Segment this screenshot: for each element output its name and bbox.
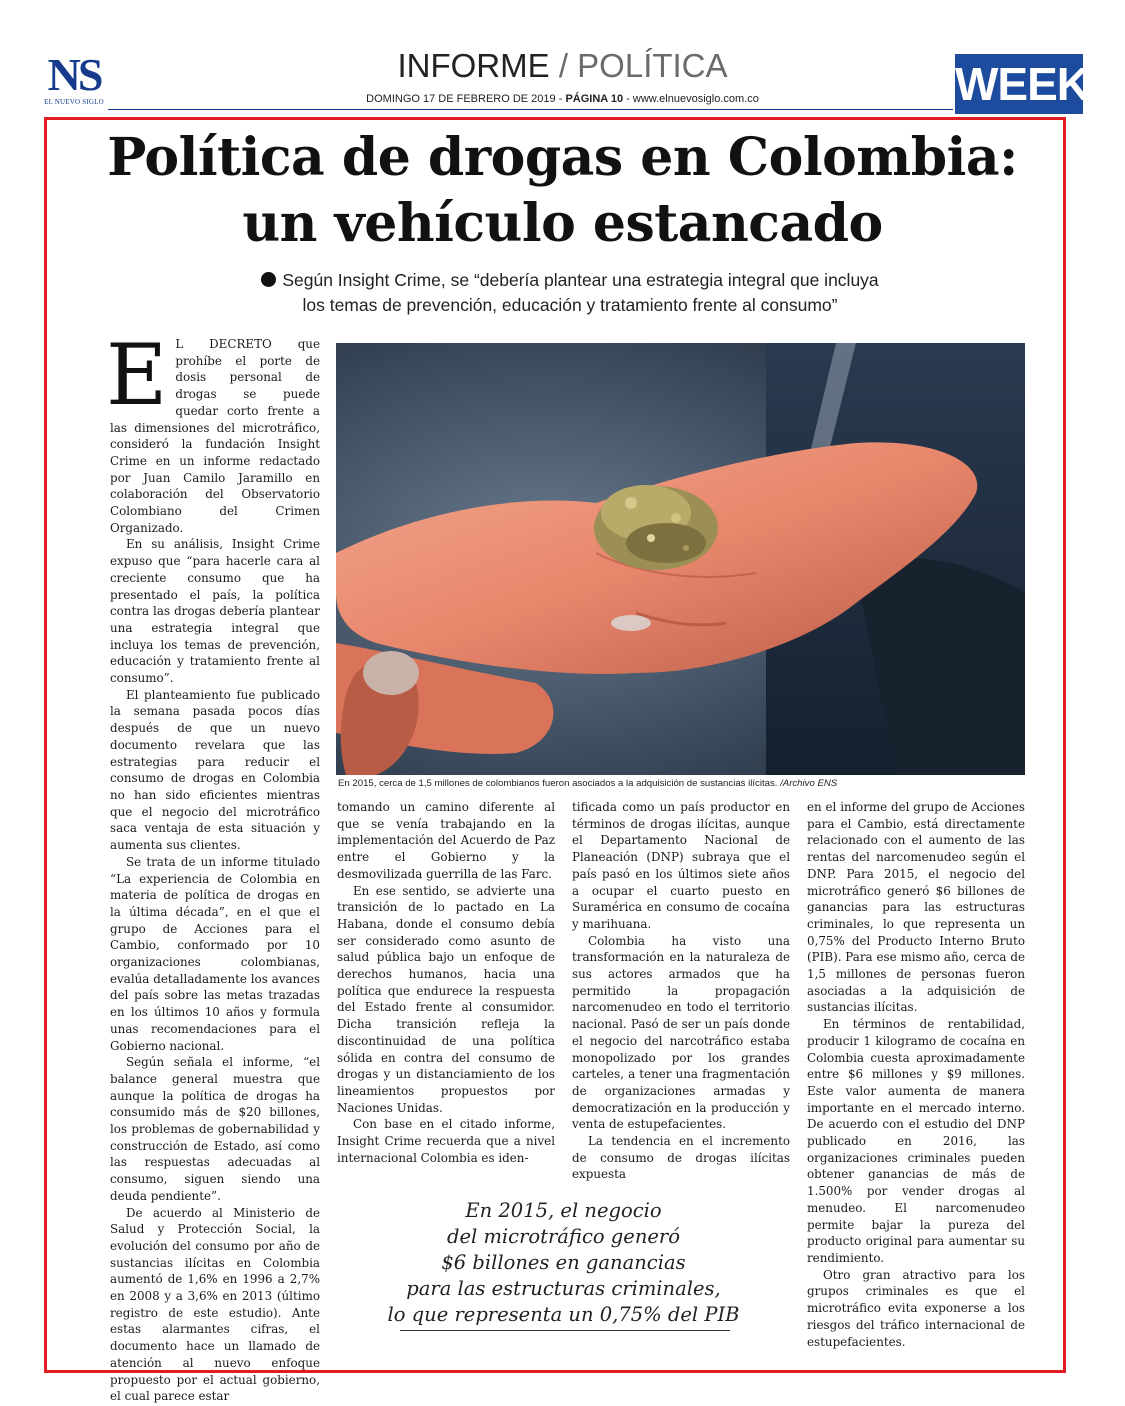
paragraph: Según señala el informe, “el balance general muestra que aunque la política de drogas ha consumido más de $20 billones, los problemas de gobernabilidad y construcción de Estado, así como las respuestas adecuadas al consumo, siguen siendo una deuda pendiente”. [110, 1055, 320, 1203]
section-name: INFORME [397, 47, 550, 84]
logo-mark: NS [47, 49, 101, 100]
paragraph: en el informe del grupo de Acciones para el Cambio, está directamente relacionado con el aumento de las rentas del narcomenudeo según el DNP. Para 2015, el negocio del microtráfico generó $6 billones de ganancias para las estructuras criminales, lo que representa un 0,75% del Producto Interno Bruto (PIB). Para ese mismo año, cerca de 1,5 millones de personas fueron asociadas a la adquisición de sustancias ilícitas. [807, 800, 1025, 1015]
subsection-name: POLÍTICA [577, 47, 728, 84]
photo-caption [338, 778, 1028, 790]
subheadline [220, 268, 920, 318]
pull-quote-line: para las estructuras criminales, [406, 1277, 721, 1300]
article-column-2 [337, 799, 555, 1175]
issue-date: DOMINGO 17 DE FEBRERO DE 2019 - [366, 93, 563, 105]
pull-quote-rule [400, 1330, 730, 1331]
subhead-line-1: Según Insight Crime, se “debería plantear una estrategia integral que incluya [282, 270, 879, 290]
pull-quote-line: $6 billones en ganancias [441, 1251, 686, 1274]
paragraph: La tendencia en el incremento de consumo de drogas ilícitas expuesta [572, 1134, 790, 1182]
page-number: PÁGINA 10 [565, 93, 624, 105]
paragraph: En ese sentido, se advierte una transición de lo pactado en La Habana, donde el consumo debía ser considerado como asunto de salud pública bajo un enfoque de derechos humanos, hacia una política que endurece la respuesta del Estado frente al consumidor. Dicha transición refleja la discontinuidad de una política sólida en contra del consumo de drogas y un distanciamiento de los lineamientos propuestos por Naciones Unidas. [337, 883, 555, 1115]
paragraph: Otro gran atractivo para los grupos criminales es que el microtráfico evita exponerse a los riesgos del tráfico internacional de estupefacientes. [807, 1267, 1025, 1349]
hand-with-drugs-image [336, 343, 1025, 775]
pull-quote-line: del microtráfico generó [446, 1225, 680, 1248]
paragraph: En términos de rentabilidad, producir 1 kilogramo de cocaína en Colombia cuesta aproximadamente entre $6 millones y $9 millones. Este valor aumenta de manera importante en el mercado interno. De acuerdo con el estudio del DNP publicado en 2016, las organizaciones criminales pueden obtener ganancias de más de 1.500% por vender drogas al menudeo. El narcomenudeo permite bajar la pureza del producto original para aumentar su rendimiento. [807, 1017, 1025, 1265]
headline-line-2: un vehículo estancado [242, 193, 883, 254]
logo-name: EL NUEVO SIGLO [44, 98, 104, 106]
article-column-1 [106, 326, 320, 1404]
paragraph: Colombia ha visto una transformación en la naturaleza de sus actores armados que ha permitido la propagación narcomenudeo en todo el territorio nacional. Pasó de ser un país donde el negocio del narcotráfico estaba monopolizado por los grandes carteles, a tener una fragmentación de organizaciones armadas y democratización en la producción y venta de estupefacientes. [572, 933, 790, 1132]
week-badge[interactable]: WEEK [955, 54, 1083, 114]
site-url: - www.elnuevosiglo.com.co [626, 93, 759, 105]
newspaper-logo[interactable] [40, 49, 108, 112]
pull-quote-line: lo que representa un 0,75% del PIB [387, 1303, 740, 1326]
section-title [250, 44, 875, 88]
section-separator: / [558, 47, 568, 84]
headline [60, 125, 1065, 257]
article-column-4 [807, 799, 1025, 1359]
paragraph: De acuerdo al Ministerio de Salud y Protección Social, la evolución del consumo por año de sustancias ilícitas en Colombia aumentó de 1,6% en 1996 a 2,7% en 2008 y a 3,6% en 2013 (último registro de este estudio). Ante estas alarmantes cifras, el documento hace un llamado de atención al nuevo enfoque propuesto por el actual gobierno, el cual parece estar [110, 1205, 320, 1404]
article-photo [336, 343, 1025, 775]
paragraph: Se trata de un informe titulado “La experiencia de Colombia en materia de política de drogas en la última década”, en el que el grupo de Acciones para el Cambio, conformado por 10 organizaciones colombianas, evalúa detalladamente los avances del país sobre las metas trazadas en los últimos 10 años y formula unas recomendaciones para el Gobierno nacional. [110, 854, 320, 1053]
headline-line-1: Política de drogas en Colombia: [107, 127, 1018, 188]
paragraph: En su análisis, Insight Crime expuso que “para hacerle cara al creciente consumo que ha presentado el país, la política contra las drogas debería plantear una estrategia integral que incluya los temas de prevención, educación y tratamiento frente al consumo”. [110, 537, 320, 686]
header-rule [108, 109, 953, 110]
bullet-icon [261, 272, 276, 287]
subhead-line-2: los temas de prevención, educación y tratamiento frente al consumo” [302, 295, 838, 315]
drop-cap: E [106, 326, 168, 424]
date-line [250, 91, 875, 107]
paragraph: El planteamiento fue publicado la semana pasada pocos días después de que un nuevo documento revelara que las estrategias para reducir el consumo de drogas en Colombia no han sido eficientes mientras que el negocio del microtráfico saca ventaja de esta situación y aumenta sus clientes. [110, 687, 320, 853]
paragraph: tificada como un país productor en términos de drogas ilícitas, aunque el Departamento Nacional de Planeación (DNP) subraya que el país pasó en los últimos siete años a ocupar el cuarto puesto en Suramérica en consumo de cocaína y marihuana. [572, 800, 790, 931]
paragraph: L DECRETO que prohíbe el porte de dosis personal de drogas se puede quedar corto frente a las dimensiones del microtráfico, consideró la fundación Insight Crime en un informe redactado por Juan Camilo Jaramillo en colaboración del Observatorio Colombiano del Crimen Organizado. [110, 337, 320, 535]
paragraph: tomando un camino diferente al que se venía trabajando en la implementación del Acuerdo de Paz entre el Gobierno y la desmovilizada guerrilla de las Farc. [337, 800, 555, 881]
paragraph: Con base en el citado informe, Insight Crime recuerda que a nivel internacional Colombia es iden- [337, 1117, 555, 1165]
pull-quote [337, 1198, 790, 1328]
caption-text: En 2015, cerca de 1,5 millones de colombianos fueron asociados a la adquisición de sustancias ilícitas. [338, 778, 778, 789]
article-column-3 [572, 799, 790, 1182]
photo-credit: /Archivo ENS [780, 778, 838, 789]
pull-quote-line: En 2015, el negocio [465, 1199, 662, 1222]
